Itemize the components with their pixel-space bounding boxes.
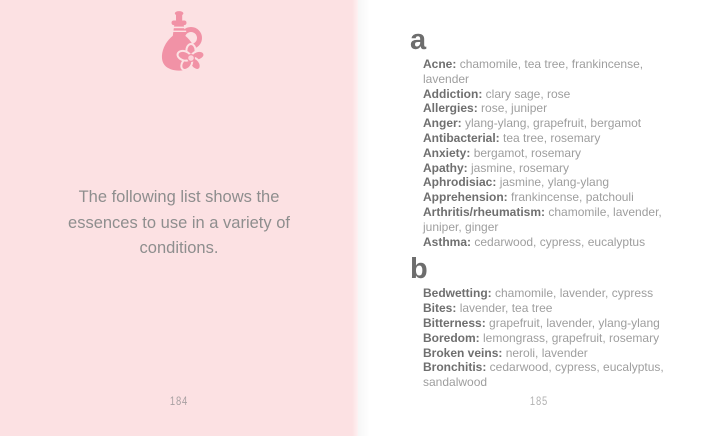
- condition-term: Anxiety:: [423, 145, 474, 160]
- condition-term: Broken veins:: [423, 345, 506, 360]
- condition-essences: rose, juniper: [481, 101, 548, 116]
- oil-bottle-flower-icon: [146, 10, 212, 81]
- condition-entry: [423, 116, 684, 131]
- condition-essences: chamomile, lavender, juniper, ginger: [423, 204, 662, 234]
- condition-term: Anger:: [423, 116, 465, 131]
- condition-term: Allergies:: [423, 101, 482, 116]
- condition-entry: [423, 161, 684, 176]
- condition-entry: [423, 87, 684, 102]
- condition-essences: jasmine, ylang-ylang: [499, 175, 610, 190]
- condition-entry: [423, 190, 684, 205]
- condition-term: Apprehension:: [423, 190, 512, 205]
- condition-essences: lavender, tea tree: [459, 301, 553, 316]
- left-page: [0, 0, 358, 436]
- condition-entry: [423, 346, 684, 361]
- condition-essences: clary sage, rose: [485, 86, 571, 101]
- intro-paragraph: The following list shows the essences to use in a variety of conditions.: [68, 188, 290, 257]
- condition-entry: [423, 175, 684, 190]
- entries: [423, 57, 684, 249]
- condition-entry: [423, 331, 684, 346]
- condition-term: Apathy:: [423, 160, 471, 175]
- section-letter: b: [410, 253, 428, 286]
- condition-term: Aphrodisiac:: [423, 175, 500, 190]
- page-number-right: 185: [529, 396, 549, 408]
- condition-term: Bitterness:: [423, 315, 490, 330]
- section-letter: a: [410, 24, 427, 56]
- section-b: [410, 255, 686, 390]
- condition-entry: [423, 286, 684, 301]
- condition-essences: jasmine, rosemary: [471, 160, 570, 175]
- condition-essences: neroli, lavender: [505, 345, 588, 360]
- entries: [423, 286, 684, 390]
- condition-entry: [423, 316, 684, 331]
- section-a: [410, 26, 686, 249]
- condition-entry: [423, 301, 684, 316]
- page-number-left: 184: [169, 396, 189, 408]
- condition-entry: [423, 235, 684, 250]
- condition-essences: cedarwood, cypress, eucalyptus: [474, 234, 646, 249]
- conditions-list: [410, 26, 686, 390]
- condition-entry: [423, 360, 684, 390]
- condition-term: Bites:: [423, 301, 460, 316]
- condition-essences: lemongrass, grapefruit, rosemary: [483, 330, 660, 345]
- condition-essences: tea tree, rosemary: [503, 130, 601, 145]
- condition-entry: [423, 205, 684, 235]
- condition-term: Bedwetting:: [423, 286, 495, 301]
- condition-essences: ylang-ylang, grapefruit, bergamot: [465, 116, 642, 131]
- condition-term: Asthma:: [423, 234, 475, 249]
- condition-essences: frankincense, patchouli: [511, 190, 634, 205]
- condition-term: Arthritis/rheumatism:: [423, 204, 549, 219]
- condition-essences: bergamot, rosemary: [473, 145, 582, 160]
- condition-term: Antibacterial:: [423, 130, 504, 145]
- condition-essences: cedarwood, cypress, eucalyptus, sandalwood: [423, 360, 664, 390]
- condition-entry: [423, 146, 684, 161]
- condition-term: Boredom:: [423, 330, 483, 345]
- condition-entry: [423, 57, 684, 87]
- condition-entry: [423, 101, 684, 116]
- condition-essences: chamomile, tea tree, frankincense, lavender: [423, 57, 644, 86]
- bottle-neck: [173, 23, 186, 38]
- right-page: [358, 0, 720, 436]
- condition-entry: [423, 131, 684, 146]
- condition-term: Bronchitis:: [423, 360, 490, 375]
- condition-essences: grapefruit, lavender, ylang-ylang: [489, 315, 660, 330]
- condition-term: Addiction:: [423, 86, 486, 101]
- condition-term: Acne:: [423, 57, 460, 71]
- condition-essences: chamomile, lavender, cypress: [495, 286, 654, 301]
